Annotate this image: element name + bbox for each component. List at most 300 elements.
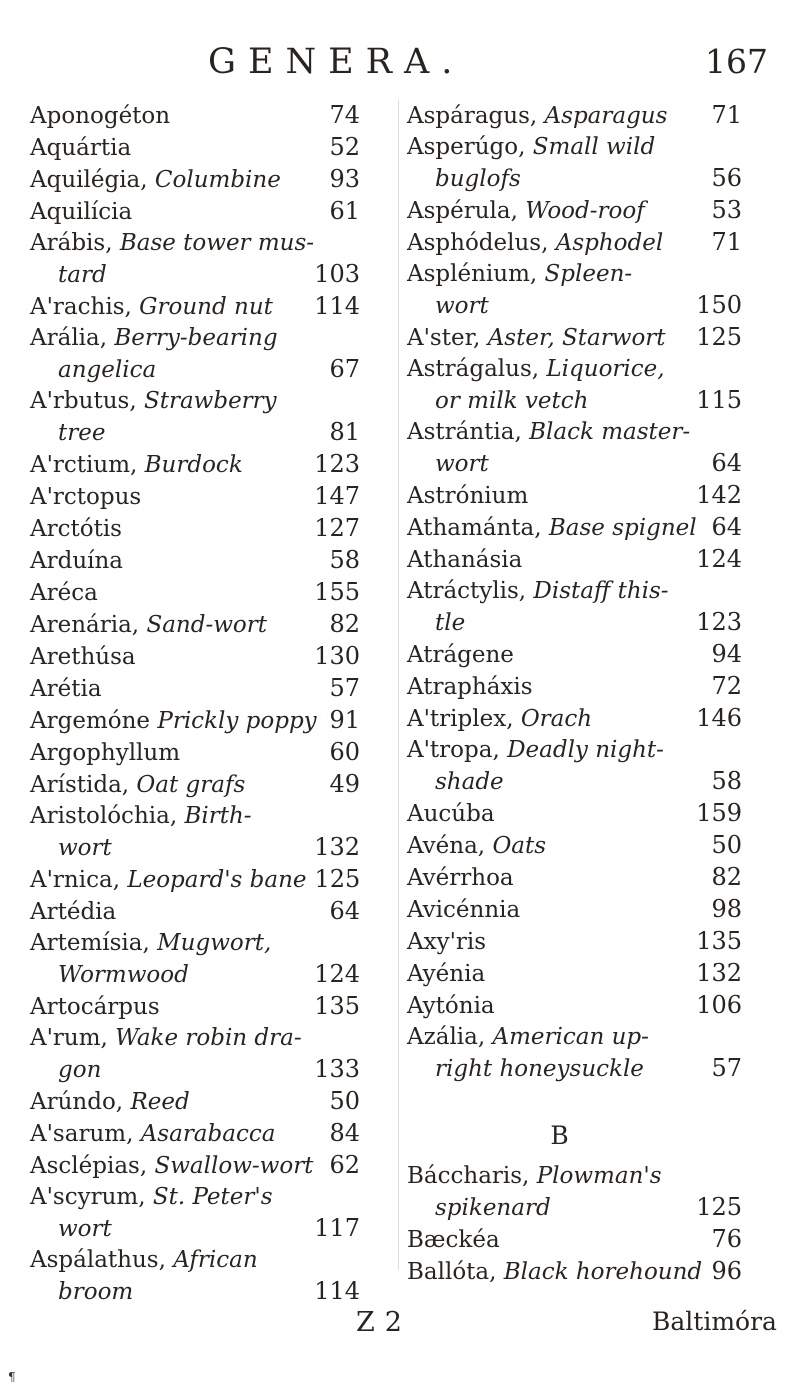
entry-name bbox=[30, 165, 281, 196]
corner-mark: ¶ bbox=[8, 1370, 16, 1384]
index-entry bbox=[30, 1118, 360, 1150]
entry-name bbox=[30, 865, 307, 896]
index-entry bbox=[407, 671, 742, 703]
entry-page-number: 115 bbox=[696, 386, 742, 414]
entry-page-number: 72 bbox=[711, 672, 742, 700]
latin-name: Aucúba bbox=[407, 801, 495, 827]
index-entry bbox=[30, 164, 360, 196]
index-entry bbox=[407, 958, 742, 990]
entry-page-number: 76 bbox=[711, 1225, 742, 1253]
entry-page-number: 123 bbox=[314, 450, 360, 478]
english-name: Deadly night- bbox=[507, 737, 664, 763]
english-name: Wormwood bbox=[58, 962, 189, 988]
entry-page-number: 125 bbox=[696, 1193, 742, 1221]
entry-page-number: 124 bbox=[696, 545, 742, 573]
entry-page-number: 61 bbox=[329, 197, 360, 225]
entry-page-number: 103 bbox=[314, 260, 360, 288]
index-entry bbox=[30, 673, 360, 705]
index-entry bbox=[407, 926, 742, 958]
latin-name: Avicénnia bbox=[407, 897, 521, 923]
entry-name bbox=[407, 545, 522, 576]
entry-name bbox=[407, 132, 655, 163]
entry-page-number: 91 bbox=[329, 706, 360, 734]
english-name: Wake robin dra- bbox=[115, 1025, 302, 1051]
entry-name bbox=[407, 101, 667, 132]
entry-name bbox=[30, 101, 170, 132]
entry-name bbox=[30, 1245, 258, 1276]
latin-name: Artocárpus bbox=[30, 994, 160, 1020]
entry-name bbox=[30, 1151, 313, 1182]
entry-name bbox=[407, 1257, 702, 1288]
english-name: tard bbox=[58, 262, 107, 288]
entry-name bbox=[30, 928, 271, 959]
english-name: spikenard bbox=[435, 1195, 551, 1221]
entry-continuation bbox=[435, 608, 465, 639]
entry-name bbox=[407, 1161, 662, 1192]
latin-name: Astrántia, bbox=[407, 419, 530, 445]
index-entry bbox=[407, 1022, 742, 1085]
entry-page-number: 58 bbox=[329, 546, 360, 574]
latin-name: Athanásia bbox=[407, 547, 523, 573]
entry-continuation bbox=[58, 1055, 101, 1086]
latin-name: Argophyllum bbox=[30, 740, 181, 766]
english-name: Asparagus bbox=[544, 103, 668, 129]
entry-page-number: 114 bbox=[314, 1277, 360, 1305]
entry-continuation bbox=[58, 1214, 112, 1245]
latin-name: A'sarum, bbox=[30, 1121, 141, 1147]
english-name: Reed bbox=[130, 1089, 190, 1115]
index-entry bbox=[407, 894, 742, 926]
entry-name bbox=[30, 482, 141, 513]
latin-name: A'rctium, bbox=[30, 452, 145, 478]
latin-name: Aquilícia bbox=[30, 199, 133, 225]
latin-name: A'tropa, bbox=[407, 737, 508, 763]
entry-page-number: 64 bbox=[711, 449, 742, 477]
english-name: Plowman's bbox=[536, 1163, 662, 1189]
index-entry bbox=[30, 545, 360, 577]
english-name: Columbine bbox=[154, 167, 281, 193]
index-entry bbox=[407, 703, 742, 735]
latin-name: Arábis, bbox=[30, 230, 120, 256]
entry-continuation bbox=[58, 960, 189, 991]
entry-name bbox=[407, 799, 495, 830]
entry-page-number: 71 bbox=[711, 101, 742, 129]
english-name: Small wild bbox=[532, 134, 656, 160]
entry-page-number: 53 bbox=[711, 196, 742, 224]
catchword: Baltimóra bbox=[652, 1307, 777, 1336]
entry-page-number: 74 bbox=[329, 101, 360, 129]
entry-name bbox=[30, 450, 243, 481]
latin-name: A'scyrum, bbox=[30, 1184, 153, 1210]
latin-name: Báccharis, bbox=[407, 1163, 537, 1189]
english-name: Asphodel bbox=[555, 230, 664, 256]
entry-page-number: 146 bbox=[696, 704, 742, 732]
entry-name bbox=[407, 927, 486, 958]
english-name: Swallow-wort bbox=[154, 1153, 314, 1179]
index-entry bbox=[30, 1086, 360, 1118]
latin-name: Argemóne bbox=[30, 708, 158, 734]
latin-name: Aspáragus, bbox=[407, 103, 545, 129]
latin-name: Aspérula, bbox=[407, 198, 526, 224]
signature-letter: Z bbox=[356, 1307, 375, 1338]
column-divider bbox=[398, 100, 399, 1270]
running-title: GENERA. bbox=[208, 42, 465, 82]
entry-continuation bbox=[435, 164, 521, 195]
entry-name bbox=[30, 738, 180, 769]
latin-name: Asclépias, bbox=[30, 1153, 155, 1179]
entry-page-number: 67 bbox=[329, 355, 360, 383]
entry-continuation bbox=[435, 386, 588, 417]
entry-name bbox=[30, 323, 278, 354]
english-name: Base spignel bbox=[548, 515, 697, 541]
latin-name: Arétia bbox=[30, 676, 102, 702]
english-name: Aster, Starwort bbox=[487, 325, 666, 351]
entry-page-number: 98 bbox=[711, 895, 742, 923]
latin-name: A'rnica, bbox=[30, 867, 128, 893]
index-entry bbox=[407, 798, 742, 830]
english-name: tle bbox=[435, 610, 466, 636]
latin-name: Arduína bbox=[30, 548, 124, 574]
latin-name: Aponogéton bbox=[30, 103, 171, 129]
latin-name: Arúndo, bbox=[30, 1089, 131, 1115]
entry-page-number: 117 bbox=[314, 1214, 360, 1242]
index-entry bbox=[30, 928, 360, 991]
index-entry bbox=[30, 386, 360, 449]
english-name: angelica bbox=[58, 357, 157, 383]
entry-name bbox=[407, 831, 546, 862]
entry-name bbox=[30, 801, 252, 832]
index-entry bbox=[407, 227, 742, 259]
english-name: right honeysuckle bbox=[435, 1056, 644, 1082]
entry-name bbox=[407, 259, 632, 290]
entry-name bbox=[407, 640, 514, 671]
signature-number: 2 bbox=[384, 1307, 402, 1338]
latin-name: Aytónia bbox=[407, 993, 495, 1019]
latin-name: Aristolóchia, bbox=[30, 803, 185, 829]
index-entry bbox=[30, 228, 360, 291]
entry-name bbox=[30, 292, 273, 323]
latin-name: Atrapháxis bbox=[407, 674, 533, 700]
index-entry bbox=[407, 195, 742, 227]
entry-name bbox=[30, 992, 160, 1023]
right-column-entries bbox=[407, 100, 742, 1085]
latin-name: Bæckéa bbox=[407, 1227, 500, 1253]
entry-name bbox=[30, 674, 102, 705]
latin-name: Avérrhoa bbox=[407, 865, 514, 891]
entry-page-number: 96 bbox=[711, 1257, 742, 1285]
latin-name: Arenária, bbox=[30, 612, 147, 638]
entry-name bbox=[407, 228, 663, 259]
index-entry bbox=[30, 737, 360, 769]
entry-name bbox=[30, 897, 116, 928]
entry-name bbox=[407, 323, 666, 354]
entry-page-number: 124 bbox=[314, 960, 360, 988]
english-name: wort bbox=[435, 293, 489, 319]
entry-page-number: 135 bbox=[314, 992, 360, 1020]
index-entry bbox=[407, 132, 742, 195]
entry-continuation bbox=[58, 418, 105, 449]
index-entry bbox=[30, 609, 360, 641]
index-entry bbox=[407, 480, 742, 512]
english-name: Wood-roof bbox=[525, 198, 645, 224]
english-name: Strawberry bbox=[143, 388, 277, 414]
latin-name: A'rachis, bbox=[30, 294, 140, 320]
english-name: Liquorice, bbox=[546, 356, 665, 382]
index-entry bbox=[30, 449, 360, 481]
index-entry bbox=[407, 639, 742, 671]
entry-name bbox=[407, 959, 485, 990]
latin-name: Astrónium bbox=[407, 483, 529, 509]
entry-continuation bbox=[435, 1054, 644, 1085]
latin-name: Arália, bbox=[30, 325, 115, 351]
entry-page-number: 82 bbox=[329, 610, 360, 638]
english-name: wort bbox=[435, 451, 489, 477]
entry-name bbox=[30, 133, 131, 164]
index-entry bbox=[30, 323, 360, 386]
entry-page-number: 50 bbox=[711, 831, 742, 859]
entry-name bbox=[407, 991, 495, 1022]
entry-continuation bbox=[435, 767, 504, 798]
index-entry bbox=[30, 1023, 360, 1086]
entry-page-number: 56 bbox=[711, 164, 742, 192]
english-name: Burdock bbox=[144, 452, 243, 478]
entry-page-number: 93 bbox=[329, 165, 360, 193]
entry-name bbox=[30, 1182, 273, 1213]
entry-page-number: 150 bbox=[696, 291, 742, 319]
entry-page-number: 81 bbox=[329, 418, 360, 446]
entry-page-number: 52 bbox=[329, 133, 360, 161]
index-entry bbox=[30, 196, 360, 228]
entry-name bbox=[407, 513, 697, 544]
entry-name bbox=[407, 481, 528, 512]
english-name: wort bbox=[58, 1216, 112, 1242]
entry-page-number: 49 bbox=[329, 770, 360, 798]
section-b-entries bbox=[407, 1161, 742, 1288]
entry-name bbox=[30, 197, 132, 228]
entry-continuation bbox=[435, 291, 489, 322]
latin-name: Aquártia bbox=[30, 135, 132, 161]
english-name: Black master- bbox=[529, 419, 691, 445]
index-entry bbox=[407, 100, 742, 132]
english-name: Mugwort, bbox=[157, 930, 272, 956]
english-name: buglofs bbox=[435, 166, 521, 192]
entry-page-number: 84 bbox=[329, 1119, 360, 1147]
latin-name: Ballóta, bbox=[407, 1259, 504, 1285]
latin-name: Atráctylis, bbox=[407, 578, 534, 604]
index-entry bbox=[30, 291, 360, 323]
entry-page-number: 57 bbox=[329, 674, 360, 702]
english-name: shade bbox=[435, 769, 504, 795]
english-name: Oat grafs bbox=[136, 772, 246, 798]
entry-page-number: 147 bbox=[314, 482, 360, 510]
entry-page-number: 125 bbox=[314, 865, 361, 893]
entry-name bbox=[407, 895, 520, 926]
entry-page-number: 106 bbox=[696, 991, 742, 1019]
english-name: Black horehound bbox=[503, 1259, 703, 1285]
entry-page-number: 130 bbox=[314, 642, 360, 670]
entry-page-number: 50 bbox=[329, 1087, 360, 1115]
right-column bbox=[407, 100, 742, 1288]
entry-page-number: 114 bbox=[314, 292, 360, 320]
page-number: 167 bbox=[705, 42, 768, 81]
index-entry bbox=[30, 769, 360, 801]
english-name: tree bbox=[58, 420, 106, 446]
english-name: wort bbox=[58, 835, 112, 861]
latin-name: Astrágalus, bbox=[407, 356, 547, 382]
entry-name bbox=[407, 1225, 500, 1256]
entry-name bbox=[30, 642, 136, 673]
index-entry bbox=[30, 991, 360, 1023]
entry-name bbox=[407, 672, 533, 703]
left-column bbox=[30, 100, 360, 1308]
entry-name bbox=[30, 1119, 275, 1150]
entry-page-number: 125 bbox=[696, 323, 742, 351]
index-entry bbox=[30, 1182, 360, 1245]
index-entry bbox=[407, 830, 742, 862]
index-entry bbox=[30, 513, 360, 545]
entry-page-number: 58 bbox=[711, 767, 742, 795]
entry-page-number: 142 bbox=[696, 481, 742, 509]
entry-continuation bbox=[435, 1193, 551, 1224]
english-name: Prickly poppy bbox=[157, 708, 317, 734]
index-entry bbox=[407, 990, 742, 1022]
entry-name bbox=[30, 514, 122, 545]
page-header bbox=[0, 42, 800, 92]
entry-name bbox=[407, 417, 690, 448]
latin-name: Artédia bbox=[30, 899, 117, 925]
entry-continuation bbox=[435, 449, 489, 480]
index-entry bbox=[407, 1161, 742, 1224]
latin-name: Azália, bbox=[407, 1024, 493, 1050]
latin-name: Aspálathus, bbox=[30, 1247, 174, 1273]
index-entry bbox=[407, 417, 742, 480]
index-entry bbox=[407, 259, 742, 322]
latin-name: Axy'ris bbox=[407, 929, 487, 955]
latin-name: Aquilégia, bbox=[30, 167, 155, 193]
index-entry bbox=[407, 1256, 742, 1288]
english-name: Berry-bearing bbox=[114, 325, 278, 351]
entry-name bbox=[30, 578, 98, 609]
entry-page-number: 94 bbox=[711, 640, 742, 668]
latin-name: Atrágene bbox=[407, 642, 514, 668]
english-name: Distaff this- bbox=[533, 578, 669, 604]
index-entry bbox=[407, 735, 742, 798]
latin-name: A'rbutus, bbox=[30, 388, 144, 414]
entry-page-number: 60 bbox=[329, 738, 360, 766]
entry-page-number: 155 bbox=[314, 578, 360, 606]
section-letter-b: B bbox=[550, 1121, 569, 1150]
index-entry bbox=[407, 512, 742, 544]
latin-name: Avéna, bbox=[407, 833, 493, 859]
entry-page-number: 64 bbox=[711, 513, 742, 541]
entry-name bbox=[30, 610, 267, 641]
entry-name bbox=[30, 706, 317, 737]
latin-name: Arethúsa bbox=[30, 644, 136, 670]
latin-name: A'ster, bbox=[407, 325, 488, 351]
entry-page-number: 71 bbox=[711, 228, 742, 256]
english-name: Spleen- bbox=[544, 261, 633, 287]
index-entry bbox=[30, 1150, 360, 1182]
english-name: Asarabacca bbox=[140, 1121, 276, 1147]
entry-page-number: 132 bbox=[696, 959, 742, 987]
latin-name: Arctótis bbox=[30, 516, 122, 542]
latin-name: Artemísia, bbox=[30, 930, 158, 956]
entry-name bbox=[407, 576, 669, 607]
entry-name bbox=[407, 863, 514, 894]
entry-name bbox=[407, 704, 592, 735]
entry-name bbox=[407, 735, 664, 766]
entry-page-number: 57 bbox=[711, 1054, 742, 1082]
entry-page-number: 127 bbox=[314, 514, 360, 542]
entry-continuation bbox=[58, 260, 107, 291]
english-name: gon bbox=[58, 1057, 102, 1083]
english-name: Ground nut bbox=[139, 294, 273, 320]
latin-name: Athamánta, bbox=[407, 515, 549, 541]
entry-page-number: 123 bbox=[696, 608, 742, 636]
index-entry bbox=[30, 705, 360, 737]
entry-continuation bbox=[58, 833, 112, 864]
english-name: African bbox=[173, 1247, 258, 1273]
english-name: Base tower mus- bbox=[119, 230, 315, 256]
index-entry bbox=[30, 100, 360, 132]
index-entry bbox=[30, 1245, 360, 1308]
entry-name bbox=[30, 770, 245, 801]
entry-name bbox=[30, 228, 314, 259]
index-entry bbox=[30, 132, 360, 164]
entry-page-number: 135 bbox=[696, 927, 742, 955]
english-name: Birth- bbox=[184, 803, 252, 829]
index-entry bbox=[407, 1224, 742, 1256]
latin-name: A'rum, bbox=[30, 1025, 116, 1051]
latin-name: Ayénia bbox=[407, 961, 486, 987]
entry-continuation bbox=[58, 1277, 133, 1308]
entry-name bbox=[407, 354, 665, 385]
index-entry bbox=[30, 801, 360, 864]
entry-page-number: 133 bbox=[314, 1055, 360, 1083]
latin-name: Asplénium, bbox=[407, 261, 545, 287]
entry-page-number: 159 bbox=[696, 799, 742, 827]
latin-name: Arístida, bbox=[30, 772, 137, 798]
english-name: St. Peter's bbox=[152, 1184, 273, 1210]
entry-page-number: 62 bbox=[329, 1151, 360, 1179]
index-entry bbox=[407, 354, 742, 417]
entry-page-number: 64 bbox=[329, 897, 360, 925]
english-name: broom bbox=[58, 1279, 134, 1305]
entry-name bbox=[30, 386, 277, 417]
english-name: American up- bbox=[492, 1024, 649, 1050]
entry-name bbox=[30, 546, 123, 577]
index-entry bbox=[30, 481, 360, 513]
english-name: Oats bbox=[492, 833, 547, 859]
index-entry bbox=[30, 641, 360, 673]
english-name: Orach bbox=[520, 706, 593, 732]
latin-name: A'triplex, bbox=[407, 706, 521, 732]
english-name: Leopard's bane bbox=[127, 867, 307, 893]
index-entry bbox=[30, 864, 360, 896]
entry-name bbox=[407, 1022, 649, 1053]
index-entry bbox=[30, 577, 360, 609]
signature-mark bbox=[356, 1307, 402, 1338]
latin-name: Asperúgo, bbox=[407, 134, 533, 160]
index-entry bbox=[30, 896, 360, 928]
english-name: or milk vetch bbox=[435, 388, 589, 414]
entry-continuation bbox=[58, 355, 156, 386]
entry-name bbox=[30, 1087, 190, 1118]
english-name: Sand-wort bbox=[146, 612, 267, 638]
latin-name: Asphódelus, bbox=[407, 230, 556, 256]
entry-name bbox=[30, 1023, 302, 1054]
index-entry bbox=[407, 576, 742, 639]
